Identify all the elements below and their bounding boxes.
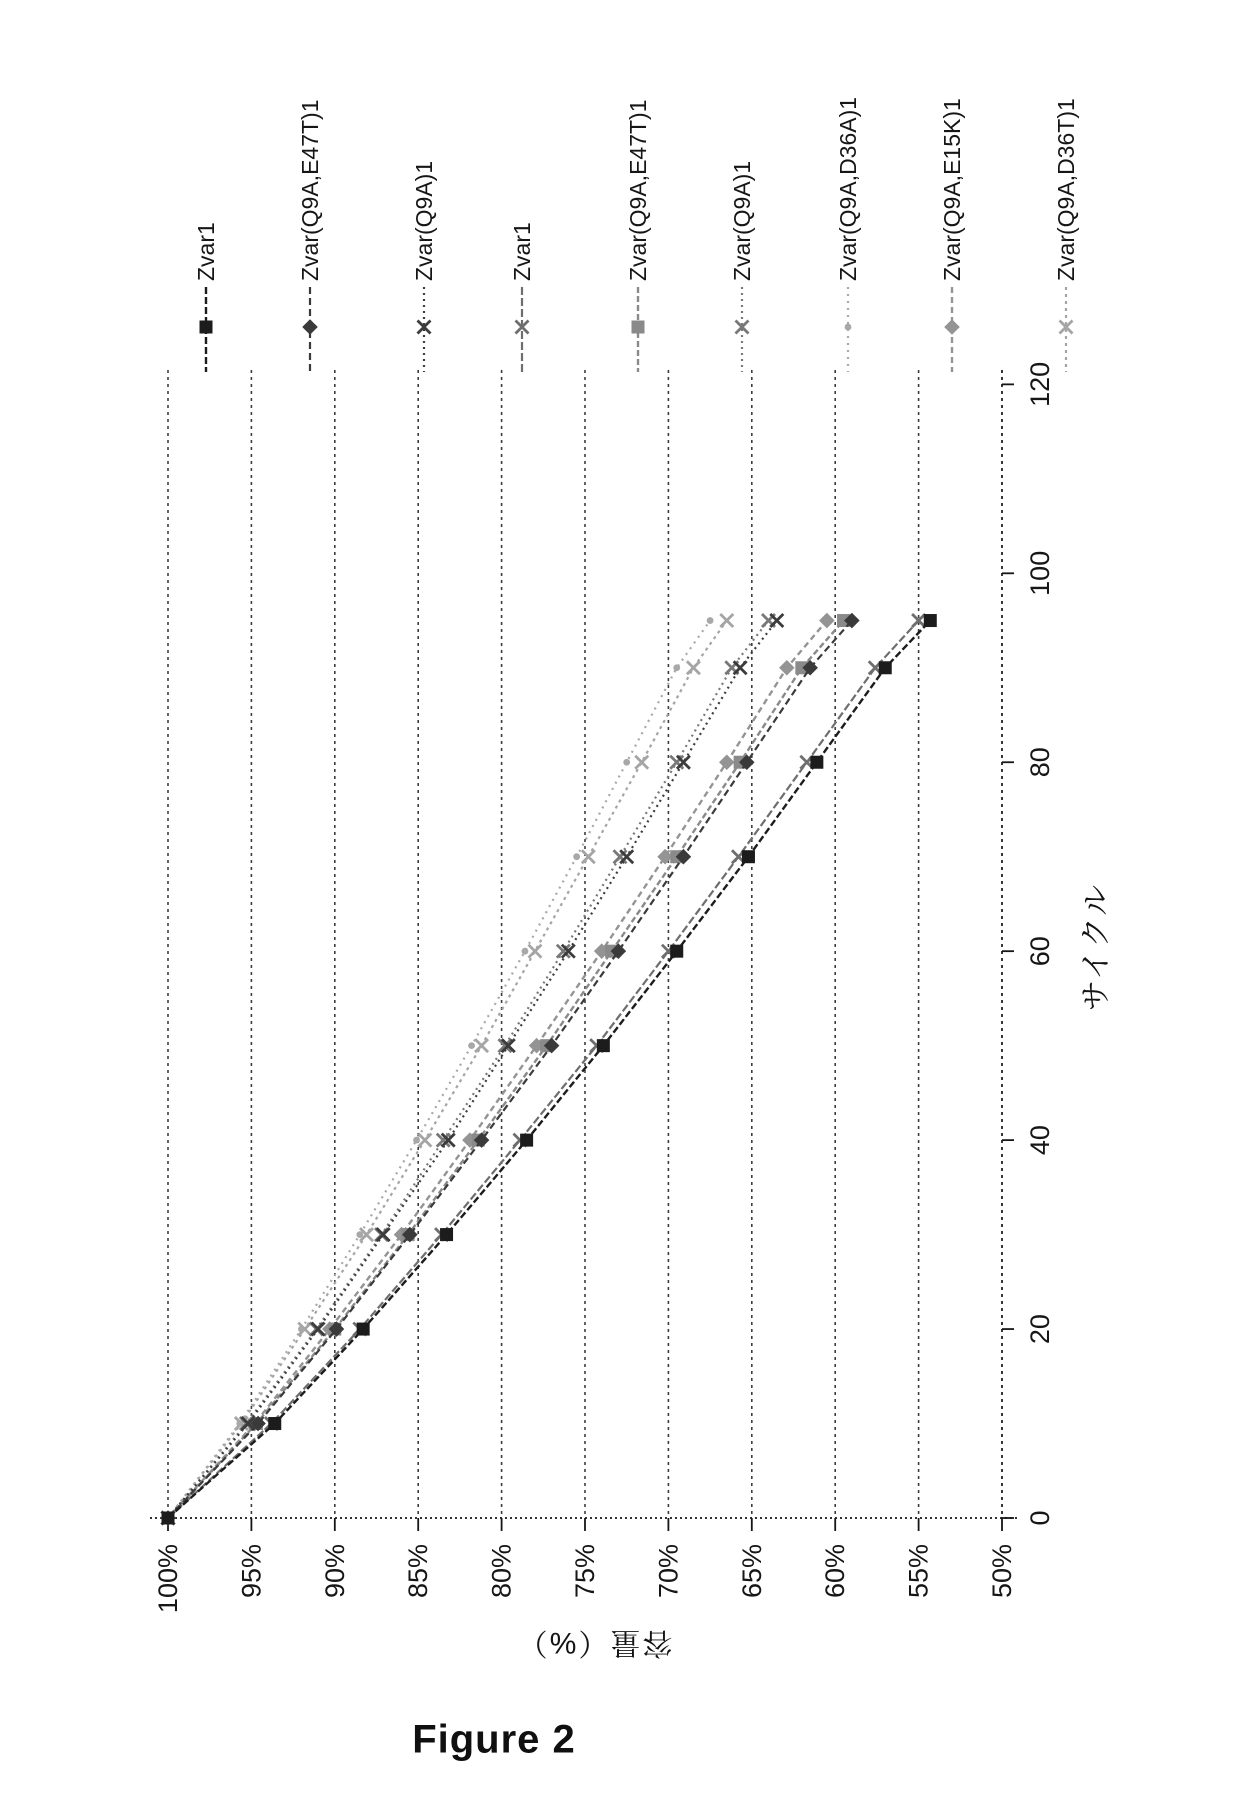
x-marker [528,945,541,958]
percent-tick-label: 50% [987,1544,1017,1599]
legend-item [509,222,535,372]
square-marker [268,1417,281,1430]
y-axis-title-capacity-percent: 容量（%） [515,1626,673,1659]
legend-label: Zvar1 [193,222,219,281]
x-marker [687,661,700,674]
series-line [168,621,827,1518]
dot-marker [522,948,529,955]
diamond-marker [302,319,318,335]
square-marker [520,1134,533,1147]
legend-item [729,161,755,372]
figure-caption: Figure 2 [412,1717,576,1762]
percent-tick-label: 65% [736,1544,767,1599]
percent-tick-label: 100% [153,1544,183,1614]
dot-marker [707,617,714,624]
x-marker [770,614,783,627]
square-marker [440,1228,453,1241]
legend-item [625,100,651,373]
percent-gridlines [150,370,1018,1518]
percent-tick-label: 55% [903,1544,934,1599]
cycle-tick-label: 80 [1025,747,1055,778]
series-line [168,621,710,1518]
legend-label: Zvar(Q9A,E15K)1 [939,98,965,281]
x-axis-title-cycles: サイクル [1078,882,1114,1012]
x-marker [677,756,690,769]
x-marker [670,756,683,769]
series-line [168,621,930,1518]
square-marker [632,321,645,334]
x-marker [377,1228,390,1241]
cycle-tick-label: 40 [1025,1125,1055,1156]
diamond-marker [819,613,835,629]
legend-label: Zvar(Q9A,D36A)1 [835,96,861,281]
dot-marker [298,1326,305,1333]
series-zvar1 [162,614,937,1524]
square-marker [357,1323,370,1336]
legend-label: Zvar(Q9A,E47T)1 [625,99,651,281]
cycle-tick-label: 100 [1025,550,1055,596]
tick-labels [153,362,1055,1613]
legend-item [939,98,965,372]
diamond-marker [944,319,960,335]
square-marker [670,945,683,958]
legend-label: Zvar(Q9A)1 [411,160,437,281]
series-zvar-q9a-d36a-1 [165,617,714,1521]
x-marker [582,850,595,863]
cycle-tick-label: 120 [1025,361,1055,407]
square-marker [597,1039,610,1052]
legend-label: Zvar(Q9A)1 [729,160,755,281]
series-zvar-q9a-e15k-1 [160,613,834,1526]
dot-marker [623,759,630,766]
dot-marker [413,1137,420,1144]
x-marker [734,661,747,674]
series-zvar-q9a-d36t-1 [162,614,734,1524]
square-marker [924,614,937,627]
x-marker [736,321,749,334]
x-marker [720,614,733,627]
series-zvar1 [162,614,926,1524]
dot-marker [673,664,680,671]
dot-marker [356,1231,363,1238]
series-line [168,621,852,1518]
diamond-marker [719,754,735,770]
series-line [168,621,777,1518]
x-marker [418,1134,431,1147]
legend-item [297,100,323,373]
x-marker [475,1039,488,1052]
percent-tick-label: 90% [319,1544,350,1599]
cycle-tick-label: 20 [1025,1314,1055,1345]
legend-item [193,222,219,372]
square-marker [879,661,892,674]
cycle-tick-label: 0 [1025,1510,1055,1526]
legend-item [1053,98,1079,372]
series-zvar-q9a-1 [162,614,784,1524]
percent-tick-label: 85% [403,1544,434,1599]
percent-tick-label: 70% [653,1544,684,1599]
data-series [160,613,937,1526]
square-marker [810,756,823,769]
cycle-tick-label: 60 [1025,936,1055,967]
legend [193,97,1079,372]
legend-label: Zvar(Q9A,E47T)1 [297,99,323,281]
square-marker [200,321,213,334]
percent-tick-label: 75% [570,1544,600,1599]
percent-tick-label: 60% [820,1544,851,1599]
dot-marker [573,853,580,860]
legend-item [835,97,861,372]
square-marker [162,1512,175,1525]
x-marker [620,850,633,863]
percent-tick-label: 95% [236,1544,267,1599]
x-marker [635,756,648,769]
x-marker [418,321,431,334]
legend-label: Zvar1 [509,222,535,281]
axis-ticks [168,384,1014,1531]
dot-marker [468,1042,475,1049]
legend-item [411,161,437,372]
square-marker [742,850,755,863]
percent-tick-label: 80% [486,1544,517,1599]
series-line [168,621,919,1518]
legend-label: Zvar(Q9A,D36T)1 [1053,98,1079,281]
dot-marker [845,324,852,331]
x-marker [614,850,627,863]
